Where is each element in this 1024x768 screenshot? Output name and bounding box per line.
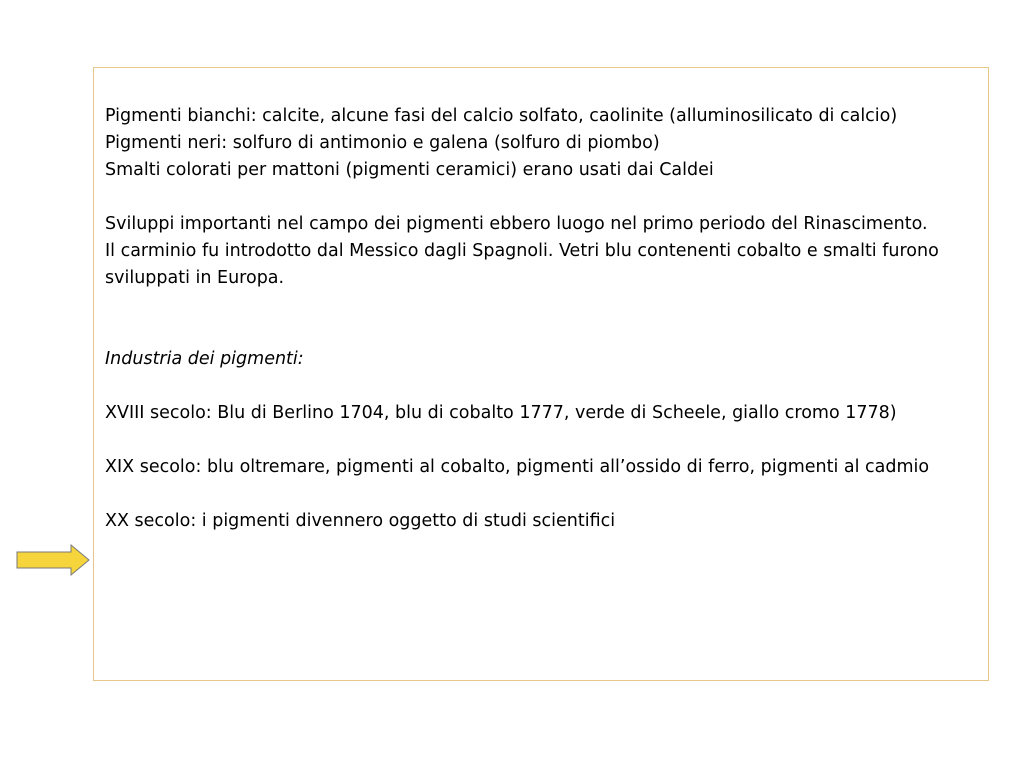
spacer: [105, 184, 975, 211]
section-heading-pigment-industry: Industria dei pigmenti:: [105, 349, 304, 369]
paragraph-19th-century: XIX secolo: blu oltremare, pigmenti al cobalto, pigmenti all’ossido di ferro, pigmenti al cadmio: [105, 457, 930, 477]
slide-content: [105, 103, 975, 535]
paragraph-carmine: Il carminio fu introdotto dal Messico dagli Spagnoli. Vetri blu contenenti cobalto e smalti furono sviluppati in Europa.: [105, 241, 939, 288]
spacer: [105, 373, 975, 400]
paragraph-black-pigments: Pigmenti neri: solfuro di antimonio e galena (solfuro di piombo): [105, 133, 660, 153]
right-arrow-icon: [16, 544, 90, 576]
spacer: [105, 292, 975, 319]
text-box: [93, 67, 989, 681]
paragraph-20th-century: XX secolo: i pigmenti divennero oggetto di studi scientifici: [105, 511, 616, 531]
paragraph-colored-enamels: Smalti colorati per mattoni (pigmenti ceramici) erano usati dai Caldei: [105, 160, 714, 180]
spacer: [105, 319, 975, 346]
paragraph-renaissance: Sviluppi importanti nel campo dei pigmenti ebbero luogo nel primo periodo del Rinascimento.: [105, 214, 928, 234]
spacer: [105, 481, 975, 508]
spacer: [105, 427, 975, 454]
paragraph-18th-century: XVIII secolo: Blu di Berlino 1704, blu di cobalto 1777, verde di Scheele, giallo cromo 1778): [105, 403, 897, 423]
paragraph-white-pigments: Pigmenti bianchi: calcite, alcune fasi del calcio solfato, caolinite (alluminosilicato di calcio): [105, 106, 898, 126]
